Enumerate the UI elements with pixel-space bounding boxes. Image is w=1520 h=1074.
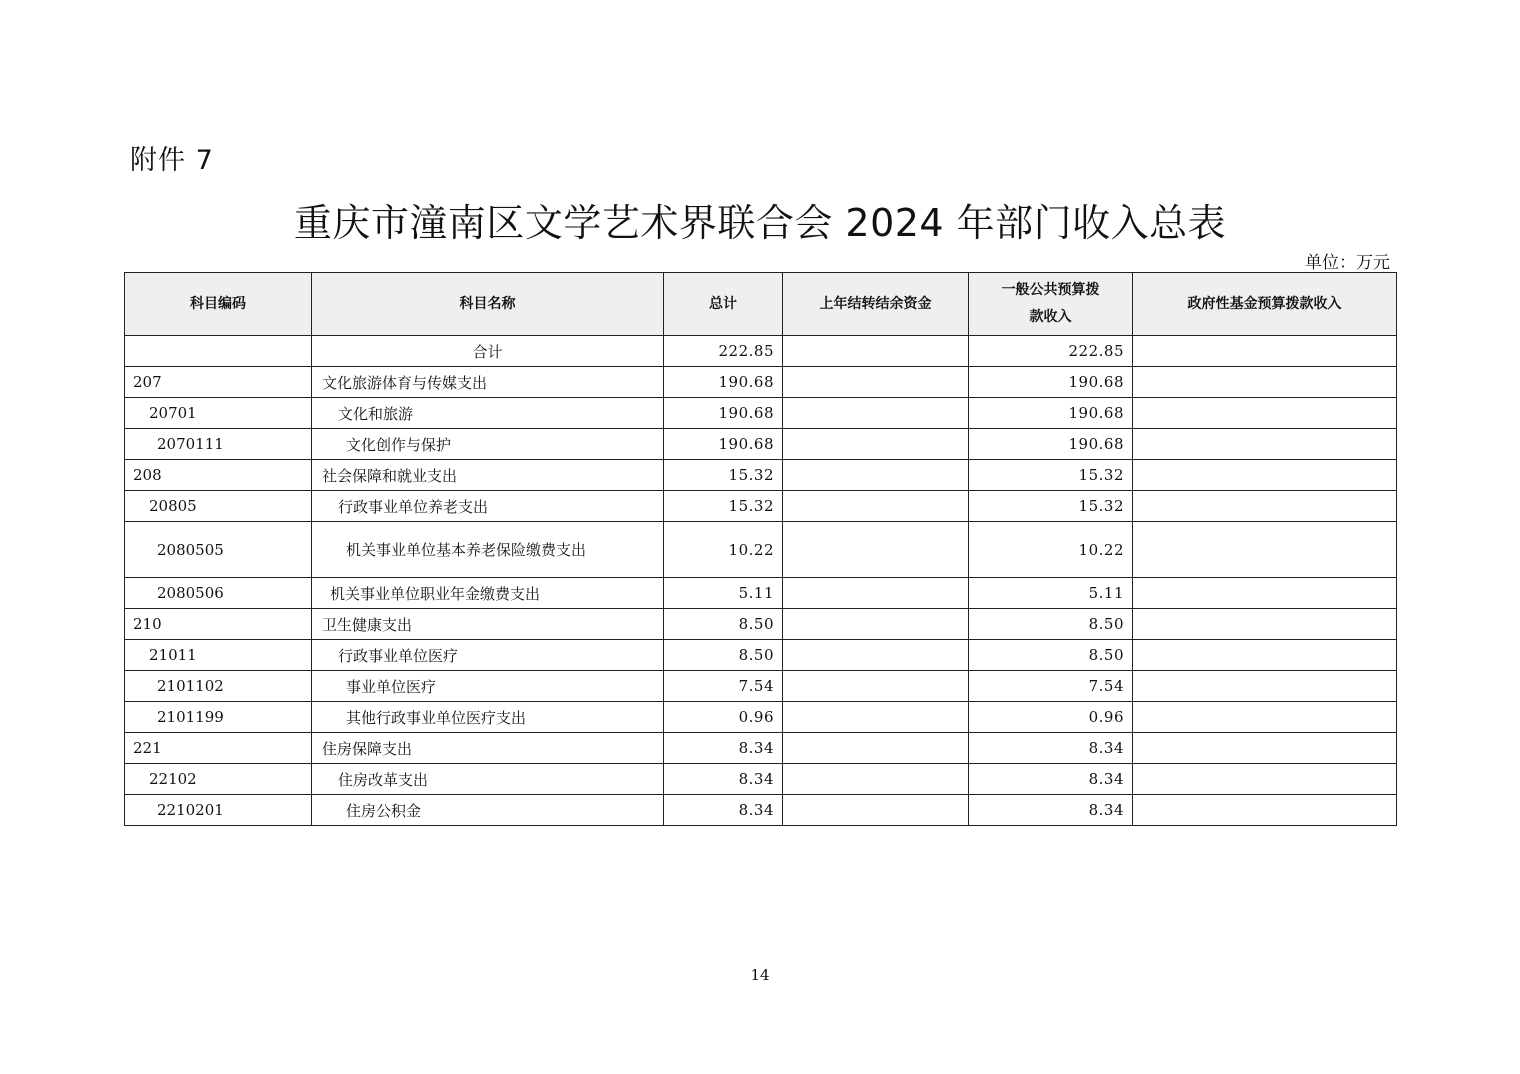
total-cell: 190.68 <box>664 367 783 398</box>
general-budget-cell: 10.22 <box>969 522 1133 578</box>
table-row <box>125 640 1397 671</box>
header-code: 科目编码 <box>125 273 312 336</box>
code-cell: 208 <box>125 460 312 491</box>
header-gov-fund: 政府性基金预算拨款收入 <box>1133 273 1397 336</box>
table-row <box>125 733 1397 764</box>
attachment-label: 附件 7 <box>130 145 214 176</box>
name-cell: 文化创作与保护 <box>312 429 664 460</box>
code-cell: 21011 <box>125 640 312 671</box>
total-label: 合计 <box>312 336 664 367</box>
code-cell: 2070111 <box>125 429 312 460</box>
carryover-cell <box>783 578 969 609</box>
code-cell: 2080505 <box>125 522 312 578</box>
total-cell: 190.68 <box>664 429 783 460</box>
carryover-cell <box>783 702 969 733</box>
general-budget-cell: 8.50 <box>969 609 1133 640</box>
name-cell: 行政事业单位医疗 <box>312 640 664 671</box>
general-budget-cell: 7.54 <box>969 671 1133 702</box>
code-cell: 22102 <box>125 764 312 795</box>
total-row <box>125 336 1397 367</box>
general-budget-cell: 0.96 <box>969 702 1133 733</box>
table-row <box>125 795 1397 826</box>
unit-label: 单位：万元 <box>1305 253 1390 273</box>
name-cell: 事业单位医疗 <box>312 671 664 702</box>
total-cell: 190.68 <box>664 398 783 429</box>
code-cell: 20805 <box>125 491 312 522</box>
table-row <box>125 609 1397 640</box>
total-cell: 0.96 <box>664 702 783 733</box>
carryover-cell <box>783 733 969 764</box>
header-name: 科目名称 <box>312 273 664 336</box>
carryover-cell <box>783 764 969 795</box>
carryover-cell <box>783 429 969 460</box>
code-cell: 221 <box>125 733 312 764</box>
table-header-row <box>125 273 1397 336</box>
gov-fund-cell <box>1133 578 1397 609</box>
gov-fund-cell <box>1133 671 1397 702</box>
carryover-cell <box>783 671 969 702</box>
general-budget-cell: 190.68 <box>969 367 1133 398</box>
name-cell: 文化和旅游 <box>312 398 664 429</box>
header-total: 总计 <box>664 273 783 336</box>
gov-fund-cell <box>1133 764 1397 795</box>
general-budget-cell: 8.34 <box>969 733 1133 764</box>
name-cell: 卫生健康支出 <box>312 609 664 640</box>
gov-fund-cell <box>1133 733 1397 764</box>
carryover-cell <box>783 491 969 522</box>
general-budget-cell: 190.68 <box>969 429 1133 460</box>
table-row <box>125 367 1397 398</box>
total-sum: 222.85 <box>664 336 783 367</box>
gov-fund-cell <box>1133 702 1397 733</box>
page-number: 14 <box>750 966 770 984</box>
header-general-budget <box>969 273 1133 336</box>
table-body <box>125 336 1397 826</box>
general-budget-cell: 8.50 <box>969 640 1133 671</box>
total-cell: 8.34 <box>664 795 783 826</box>
general-budget-cell: 15.32 <box>969 460 1133 491</box>
carryover-cell <box>783 367 969 398</box>
name-cell: 机关事业单位职业年金缴费支出 <box>312 578 664 609</box>
table-row <box>125 491 1397 522</box>
name-cell: 住房保障支出 <box>312 733 664 764</box>
name-cell: 其他行政事业单位医疗支出 <box>312 702 664 733</box>
total-code-cell <box>125 336 312 367</box>
gov-fund-cell <box>1133 640 1397 671</box>
carryover-cell <box>783 522 969 578</box>
table-row <box>125 429 1397 460</box>
total-cell: 10.22 <box>664 522 783 578</box>
name-cell: 住房改革支出 <box>312 764 664 795</box>
total-cell: 8.50 <box>664 640 783 671</box>
total-cell: 8.50 <box>664 609 783 640</box>
carryover-cell <box>783 795 969 826</box>
carryover-cell <box>783 609 969 640</box>
table-row <box>125 578 1397 609</box>
general-budget-cell: 8.34 <box>969 795 1133 826</box>
total-cell: 8.34 <box>664 764 783 795</box>
name-cell: 文化旅游体育与传媒支出 <box>312 367 664 398</box>
code-cell: 210 <box>125 609 312 640</box>
total-cell: 15.32 <box>664 491 783 522</box>
code-cell: 2210201 <box>125 795 312 826</box>
total-general-budget: 222.85 <box>969 336 1133 367</box>
total-cell: 7.54 <box>664 671 783 702</box>
gov-fund-cell <box>1133 429 1397 460</box>
code-cell: 20701 <box>125 398 312 429</box>
gov-fund-cell <box>1133 522 1397 578</box>
general-budget-cell: 190.68 <box>969 398 1133 429</box>
table-row <box>125 522 1397 578</box>
gov-fund-cell <box>1133 398 1397 429</box>
gov-fund-cell <box>1133 795 1397 826</box>
total-gov-fund <box>1133 336 1397 367</box>
table-row <box>125 702 1397 733</box>
code-cell: 2080506 <box>125 578 312 609</box>
carryover-cell <box>783 398 969 429</box>
name-cell: 行政事业单位养老支出 <box>312 491 664 522</box>
gov-fund-cell <box>1133 460 1397 491</box>
general-budget-cell: 8.34 <box>969 764 1133 795</box>
gov-fund-cell <box>1133 491 1397 522</box>
table-row <box>125 764 1397 795</box>
code-cell: 207 <box>125 367 312 398</box>
total-carryover <box>783 336 969 367</box>
income-summary-table <box>124 272 1397 826</box>
carryover-cell <box>783 460 969 491</box>
code-cell: 2101102 <box>125 671 312 702</box>
table-row <box>125 398 1397 429</box>
header-general-budget-label: 一般公共预算拨款收入 <box>1001 282 1100 325</box>
page-title: 重庆市潼南区文学艺术界联合会 2024 年部门收入总表 <box>293 201 1227 245</box>
gov-fund-cell <box>1133 367 1397 398</box>
table-row <box>125 671 1397 702</box>
name-cell: 机关事业单位基本养老保险缴费支出 <box>312 522 664 578</box>
gov-fund-cell <box>1133 609 1397 640</box>
name-cell: 社会保障和就业支出 <box>312 460 664 491</box>
general-budget-cell: 15.32 <box>969 491 1133 522</box>
carryover-cell <box>783 640 969 671</box>
code-cell: 2101199 <box>125 702 312 733</box>
table-row <box>125 460 1397 491</box>
header-carryover: 上年结转结余资金 <box>783 273 969 336</box>
general-budget-cell: 5.11 <box>969 578 1133 609</box>
total-cell: 8.34 <box>664 733 783 764</box>
total-cell: 15.32 <box>664 460 783 491</box>
name-cell: 住房公积金 <box>312 795 664 826</box>
total-cell: 5.11 <box>664 578 783 609</box>
